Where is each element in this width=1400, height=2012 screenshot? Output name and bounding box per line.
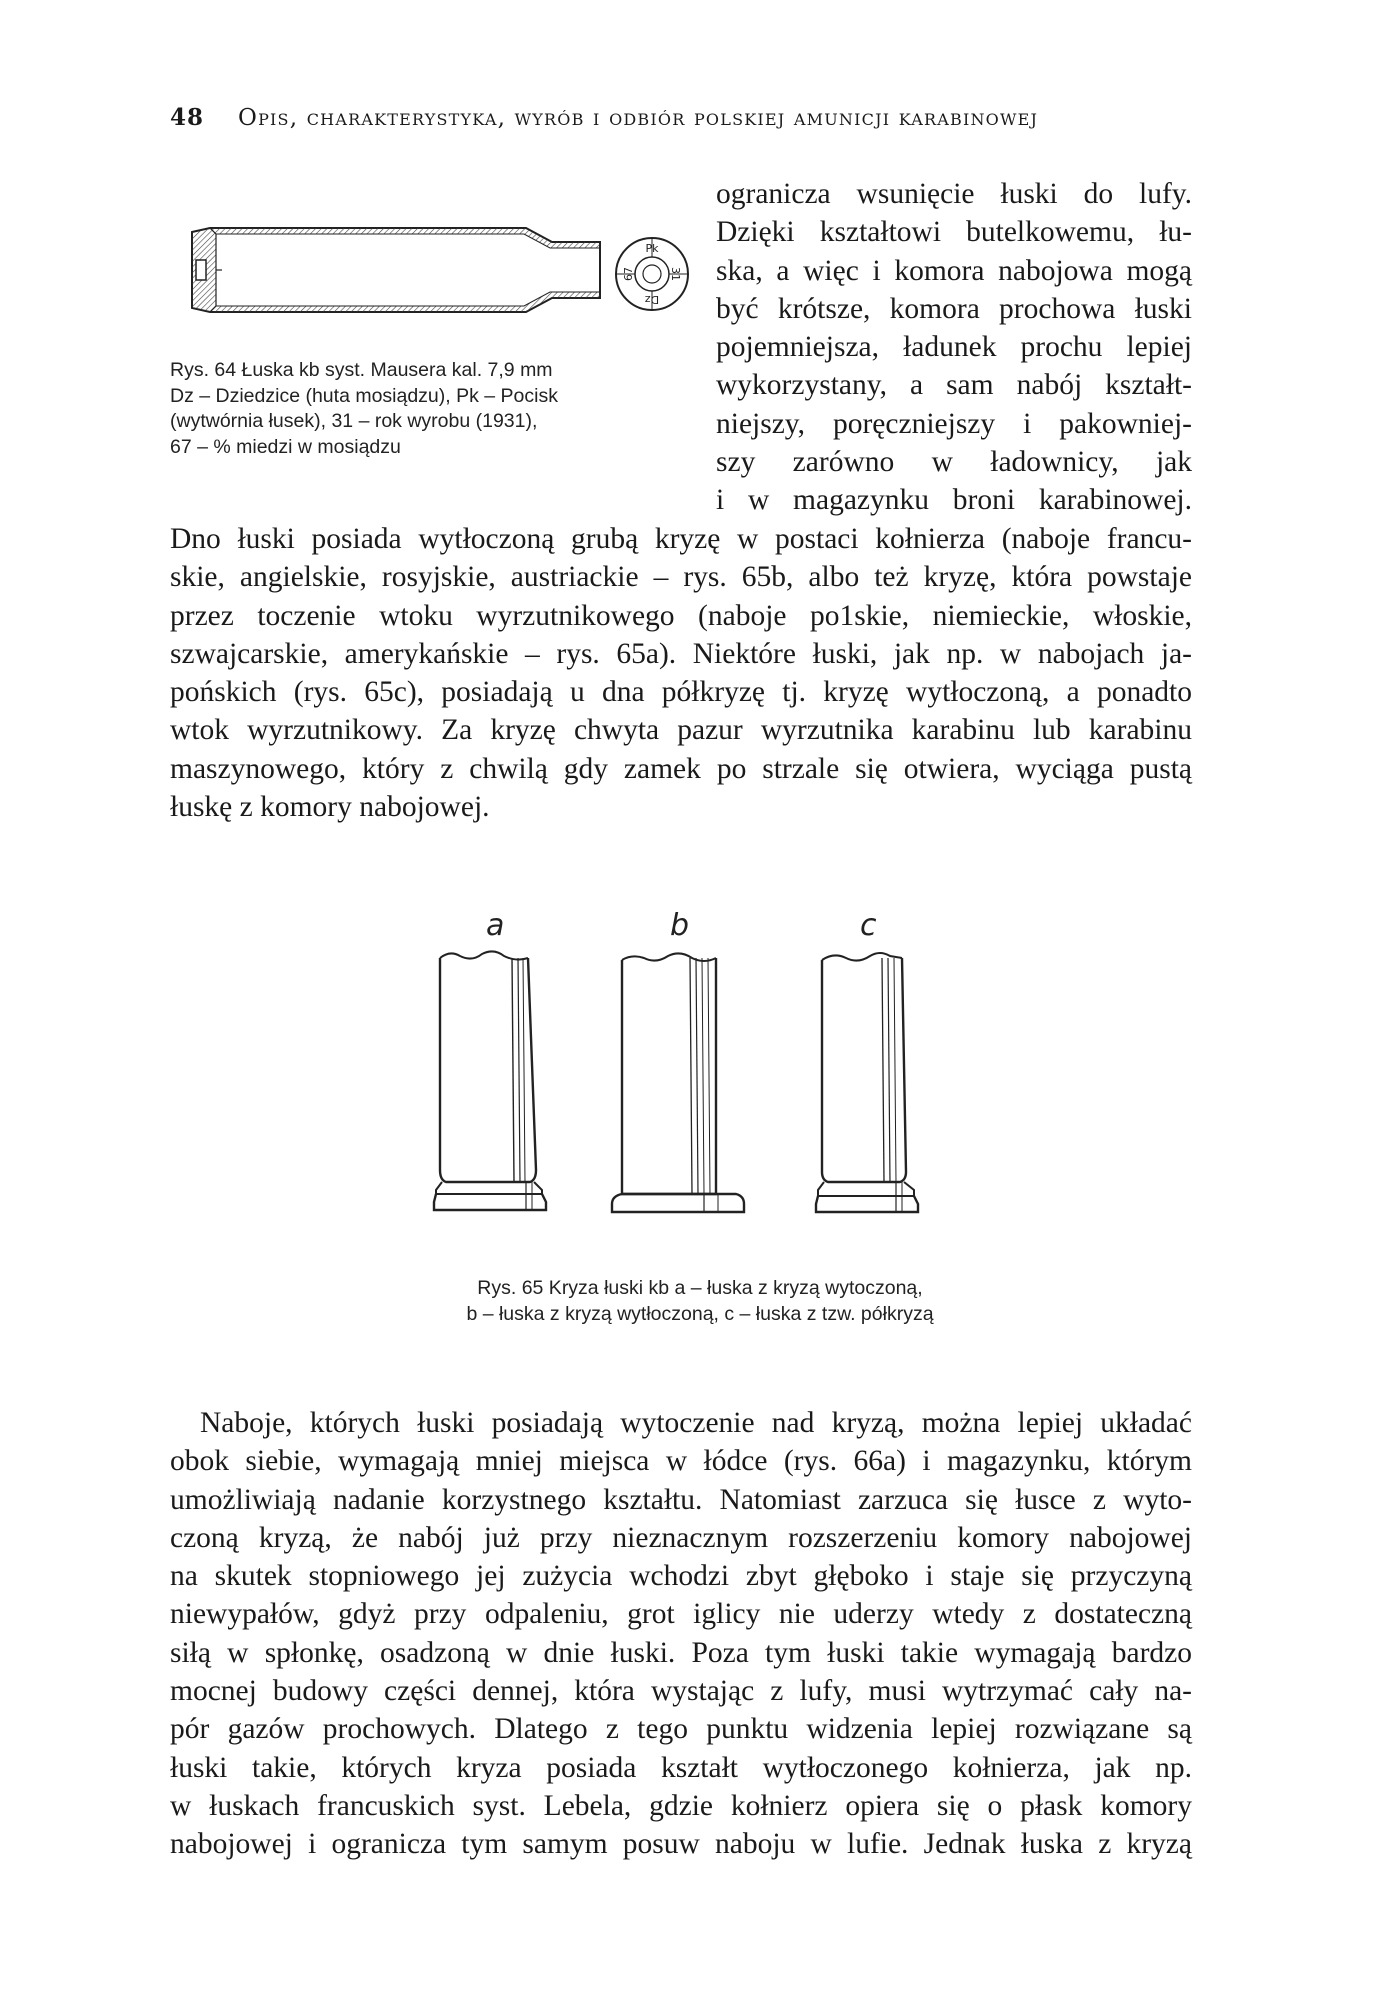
text-line: ogranicza wsunięcie łuski do lufy.: [716, 178, 1192, 210]
figure-65-label-c: c: [860, 908, 877, 943]
text-line: szy zarówno w ładownicy, jak: [716, 446, 1192, 479]
figure-64-caption: [170, 358, 558, 460]
figure-65-drawing-a: [430, 950, 560, 1230]
text-line: pór gazów prochowych. Dlatego z tego punktu widzenia lepiej rozwiązane są: [170, 1713, 1192, 1746]
paragraph-1-right-column: [716, 175, 1192, 520]
text-line: umożliwiają nadanie korzystnego kształtu. Natomiast zarzuca się łusce z wyto-: [170, 1483, 1192, 1516]
caption-line: Rys. 65 Kryza łuski kb a – łuska z kryzą wytoczoną,: [477, 1277, 923, 1299]
text-line: Dzięki kształtowi butelkowemu, łu-: [716, 216, 1192, 249]
text-line: przez toczenie wtoku wyrzutnikowego (naboje po1skie, niemieckie, włoskie,: [170, 599, 1192, 632]
caption-line: b – łuska z kryzą wytłoczoną, c – łuska z tzw. półkryzą: [466, 1302, 934, 1325]
text-line: pojemniejsza, ładunek prochu lepiej: [716, 331, 1192, 364]
head-stamp-drawing: [612, 234, 692, 314]
figure-65-drawing-c: [810, 950, 940, 1230]
caption-line: (wytwórnia łusek), 31 – rok wyrobu (1931),: [170, 410, 538, 433]
paragraph-2: [170, 520, 1192, 826]
text-line: na skutek stopniowego jej zużycia wchodzi zbyt głęboko i staje się przyczyną: [170, 1560, 1192, 1593]
text-line: skie, angielskie, rosyjskie, austriackie – rys. 65b, albo też kryzę, która powstaje: [170, 561, 1192, 594]
stamp-dz: Dz: [644, 293, 660, 306]
running-header: [170, 104, 1200, 131]
text-line: nabojowej i ogranicza tym samym posuw naboju w lufie. Jednak łuska z kryzą: [170, 1828, 1192, 1861]
text-line: maszynowego, który z chwilą gdy zamek po strzale się otwiera, wyciąga pustą: [170, 752, 1192, 785]
text-line: być krótsze, komora prochowa łuski: [716, 292, 1192, 325]
stamp-pk: Pk: [645, 242, 659, 255]
text-line: pońskich (rys. 65c), posiadają u dna półkryzę tj. kryzę wytłoczoną, a ponadto: [170, 676, 1192, 709]
page-number: 48: [170, 104, 205, 131]
text-line: szwajcarskie, amerykańskie – rys. 65a). Niektóre łuski, jak np. w nabojach ja-: [170, 637, 1192, 670]
figure-65-caption: [300, 1276, 1100, 1327]
text-line: Dno łuski posiada wytłoczoną grubą kryzę w postaci kołnierza (naboje francu-: [170, 523, 1192, 555]
text-line: Naboje, których łuski posiadają wytoczenie nad kryzą, można lepiej układać: [200, 1407, 1192, 1439]
stamp-year: 31: [669, 267, 682, 281]
text-line: niejszy, poręczniejszy i pakowniej-: [716, 407, 1192, 440]
text-line: w łuskach francuskich syst. Lebela, gdzie kołnierz opiera się o płask komory: [170, 1789, 1192, 1822]
text-line: ska, a więc i komora nabojowa mogą: [716, 254, 1192, 287]
figure-65-label-a: a: [486, 908, 505, 943]
running-title: Opis, charakterystyka, wyrób i odbiór polskiej amunicji karabinowej: [238, 105, 1039, 131]
text-line: czoną kryzą, że nabój już przy nieznacznym rozszerzeniu komory nabojowej: [170, 1521, 1192, 1554]
text-line: wtok wyrzutnikowy. Za kryzę chwyta pazur wyrzutnika karabinu lub karabinu: [170, 714, 1192, 747]
stamp-copper: 67: [622, 267, 635, 281]
text-line: mocnej budowy części dennej, która wystając z lufy, musi wytrzymać cały na-: [170, 1675, 1192, 1708]
caption-line: 67 – % miedzi w mosiądzu: [170, 435, 401, 458]
caption-line: Dz – Dziedzice (huta mosiądzu), Pk – Pocisk: [170, 384, 558, 407]
text-line: wykorzystany, a sam nabój kształt-: [716, 369, 1192, 402]
text-line: niewypałów, gdyż przy odpaleniu, grot iglicy nie uderzy wtedy z dostateczną: [170, 1598, 1192, 1631]
text-line: siłą w spłonkę, osadzoną w dnie łuski. Poza tym łuski takie wymagają bardzo: [170, 1636, 1192, 1669]
text-line: łuskę z komory nabojowej.: [170, 791, 490, 824]
figure-65-drawing-b: [608, 950, 758, 1230]
figure-65-label-b: b: [670, 908, 690, 943]
caption-line: Rys. 64 Łuska kb syst. Mausera kal. 7,9 mm: [170, 359, 553, 381]
text-line: i w magazynku broni karabinowej.: [716, 484, 1192, 517]
text-line: obok siebie, wymagają mniej miejsca w łódce (rys. 66a) i magazynku, którym: [170, 1445, 1192, 1478]
paragraph-3: [170, 1404, 1192, 1864]
text-line: łuski takie, których kryza posiada kształt wytłoczonego kołnierza, jak np.: [170, 1751, 1192, 1784]
